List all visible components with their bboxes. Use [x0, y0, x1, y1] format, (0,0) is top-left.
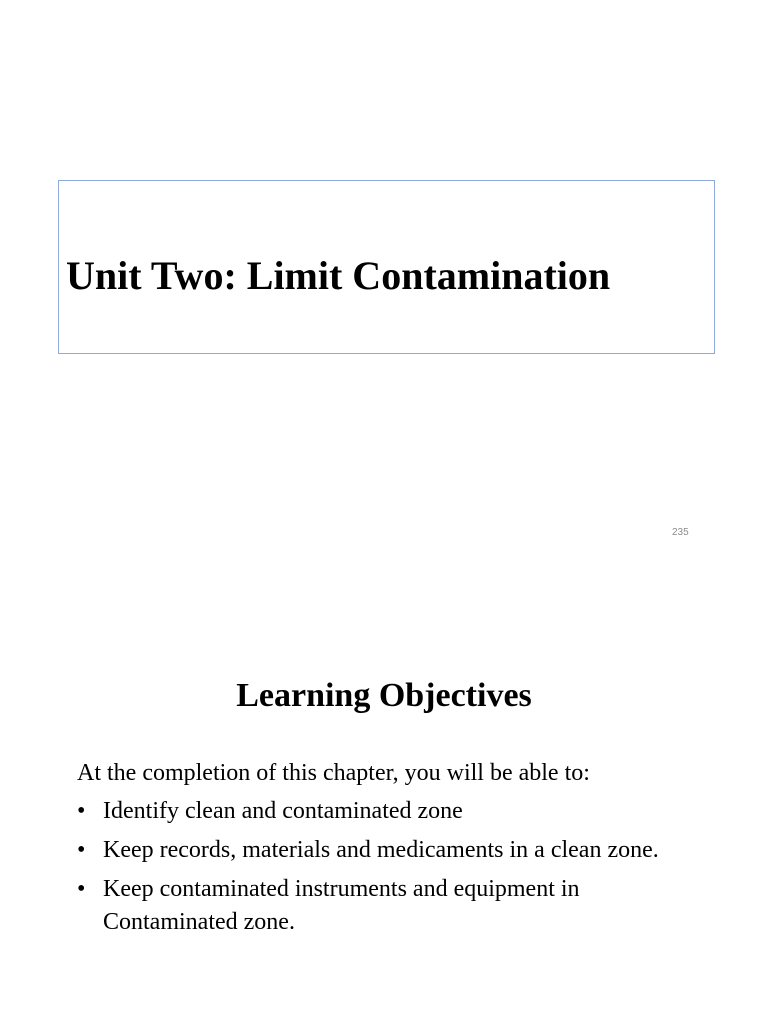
page-number: 235 [672, 527, 689, 538]
objective-text: Keep records, materials and medicaments in a clean zone. [103, 837, 659, 863]
bullet-icon: • [77, 798, 86, 824]
list-item [77, 873, 697, 939]
bullet-icon: • [77, 837, 86, 863]
list-item [77, 834, 697, 867]
bullet-icon: • [77, 876, 86, 902]
objective-text: Identify clean and contaminated zone [103, 798, 463, 824]
learning-objectives-heading: Learning Objectives [236, 677, 532, 714]
slide-title: Unit Two: Limit Contamination [66, 253, 611, 298]
objective-text: Keep contaminated instruments and equipment in Contaminated zone. [103, 876, 580, 935]
objectives-intro: At the completion of this chapter, you will be able to: [77, 760, 590, 786]
objectives-list [77, 795, 697, 945]
list-item [77, 795, 697, 828]
